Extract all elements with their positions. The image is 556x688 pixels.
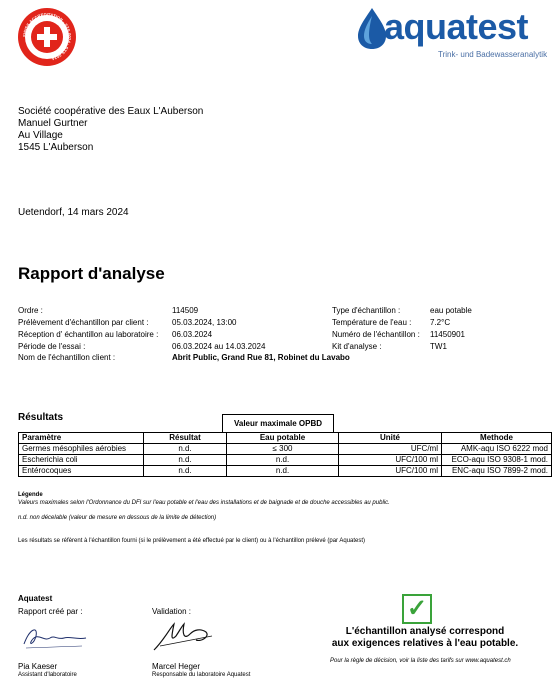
method-cell: AMK-aqu ISO 6222 mod (442, 444, 552, 455)
legend-text: Valeurs maximales selon l'Ordonnance du DFI sur l'eau potable et l'eau des installations et de baignade et de douche accessibles au public. (18, 500, 390, 506)
info-value: 06.03.2024 au 14.03.2024 (172, 342, 266, 351)
column-header: Résultat (144, 433, 227, 444)
seal-text (18, 8, 76, 66)
signature-2 (150, 620, 220, 656)
logo-wordmark: aquatest (384, 6, 529, 47)
result-cell: n.d. (144, 455, 227, 466)
info-value: 06.03.2024 (172, 330, 213, 339)
sample-name-value: Abrit Public, Grand Rue 81, Robinet du Lavabo (172, 353, 350, 362)
column-header: Eau potable (227, 433, 339, 444)
table-row (19, 444, 552, 455)
table-row (19, 466, 552, 477)
info-label: Température de l'eau : (332, 318, 412, 327)
aquatest-logo (350, 6, 550, 66)
info-label: Prélèvement d'échantillon par client : (18, 318, 149, 327)
results-heading: Résultats (18, 412, 64, 423)
info-label: Ordre : (18, 306, 43, 315)
signer1-name: Pia Kaeser (18, 662, 58, 671)
info-label: Type d'échantillon : (332, 306, 401, 315)
table-row (19, 455, 552, 466)
decision-note: Pour la règle de décision, voir la liste des tarifs sur www.aquatest.ch (330, 658, 511, 664)
column-header: Unité (339, 433, 442, 444)
limit-cell: ≤ 300 (227, 444, 339, 455)
recipient-line: 1545 L'Auberson (18, 142, 94, 153)
place-date: Uetendorf, 14 mars 2024 (18, 207, 129, 218)
info-label: Numéro de l'échantillon : (332, 330, 420, 339)
info-label: Nom de l'échantillon client : (18, 353, 116, 362)
result-cell: n.d. (144, 466, 227, 477)
legend-text: Les résultats se réfèrent à l'échantillon fourni (si le prélèvement a été effectué par le client) ou à l'échantillon prélevé (par Aquatest) (18, 538, 366, 544)
company-name: Aquatest (18, 594, 53, 603)
limit-cell: n.d. (227, 455, 339, 466)
parameter-cell: Entérocoques (19, 466, 144, 477)
parameter-cell: Escherichia coli (19, 455, 144, 466)
column-header: Methode (442, 433, 552, 444)
info-value: TW1 (430, 342, 447, 351)
method-cell: ECO-aqu ISO 9308-1 mod. (442, 455, 552, 466)
info-label: Période de l'essai : (18, 342, 86, 351)
unit-cell: UFC/100 ml (339, 455, 442, 466)
svg-text:SWISS ACCREDITATION · STS 0024: SWISS ACCREDITATION · STS 0024 · STS 0024 (21, 11, 73, 62)
info-value: 7.2°C (430, 318, 451, 327)
conclusion-line: aux exigences relatives à l'eau potable. (331, 638, 519, 649)
result-cell: n.d. (144, 444, 227, 455)
signature-1 (20, 622, 92, 652)
column-header: Paramètre (19, 433, 144, 444)
limit-cell: n.d. (227, 466, 339, 477)
accreditation-seal (18, 8, 76, 66)
validation-label: Validation : (152, 607, 191, 616)
info-value: eau potable (430, 306, 472, 315)
info-value: 11450901 (430, 330, 465, 339)
conclusion-line: L'échantillon analysé correspond (345, 626, 505, 637)
max-value-header: Valeur maximale OPBD (222, 414, 334, 432)
results-table (18, 432, 552, 477)
legend-text: n.d. non décelable (valeur de mesure en dessous de la limite de détection) (18, 515, 217, 521)
info-value: 05.03.2024, 13:00 (172, 318, 237, 327)
info-label: Kit d'analyse : (332, 342, 382, 351)
info-value: 114509 (172, 306, 199, 315)
report-by-label: Rapport créé par : (18, 607, 83, 616)
parameter-cell: Germes mésophiles aérobies (19, 444, 144, 455)
signer1-role: Assistant d'laboratoire (18, 672, 77, 678)
table-header-row (19, 433, 552, 444)
recipient-line: Manuel Gurtner (18, 118, 88, 129)
method-cell: ENC-aqu ISO 7899-2 mod. (442, 466, 552, 477)
logo-subtitle: Trink- und Badewasseranalytik (438, 50, 548, 59)
info-label: Réception d' échantillon au laboratoire : (18, 330, 159, 339)
recipient-line: Société coopérative des Eaux L'Auberson (18, 106, 204, 117)
signer2-role: Responsable du laboratoire Aquatest (152, 672, 251, 678)
signer2-name: Marcel Heger (152, 662, 201, 671)
unit-cell: UFC/ml (339, 444, 442, 455)
recipient-line: Au Village (18, 130, 63, 141)
legend-heading: Légende (18, 492, 43, 498)
page-title: Rapport d'analyse (18, 264, 165, 283)
conclusion (300, 626, 550, 650)
unit-cell: UFC/100 ml (339, 466, 442, 477)
recipient-address (18, 106, 203, 154)
check-icon: ✓ (402, 594, 432, 624)
